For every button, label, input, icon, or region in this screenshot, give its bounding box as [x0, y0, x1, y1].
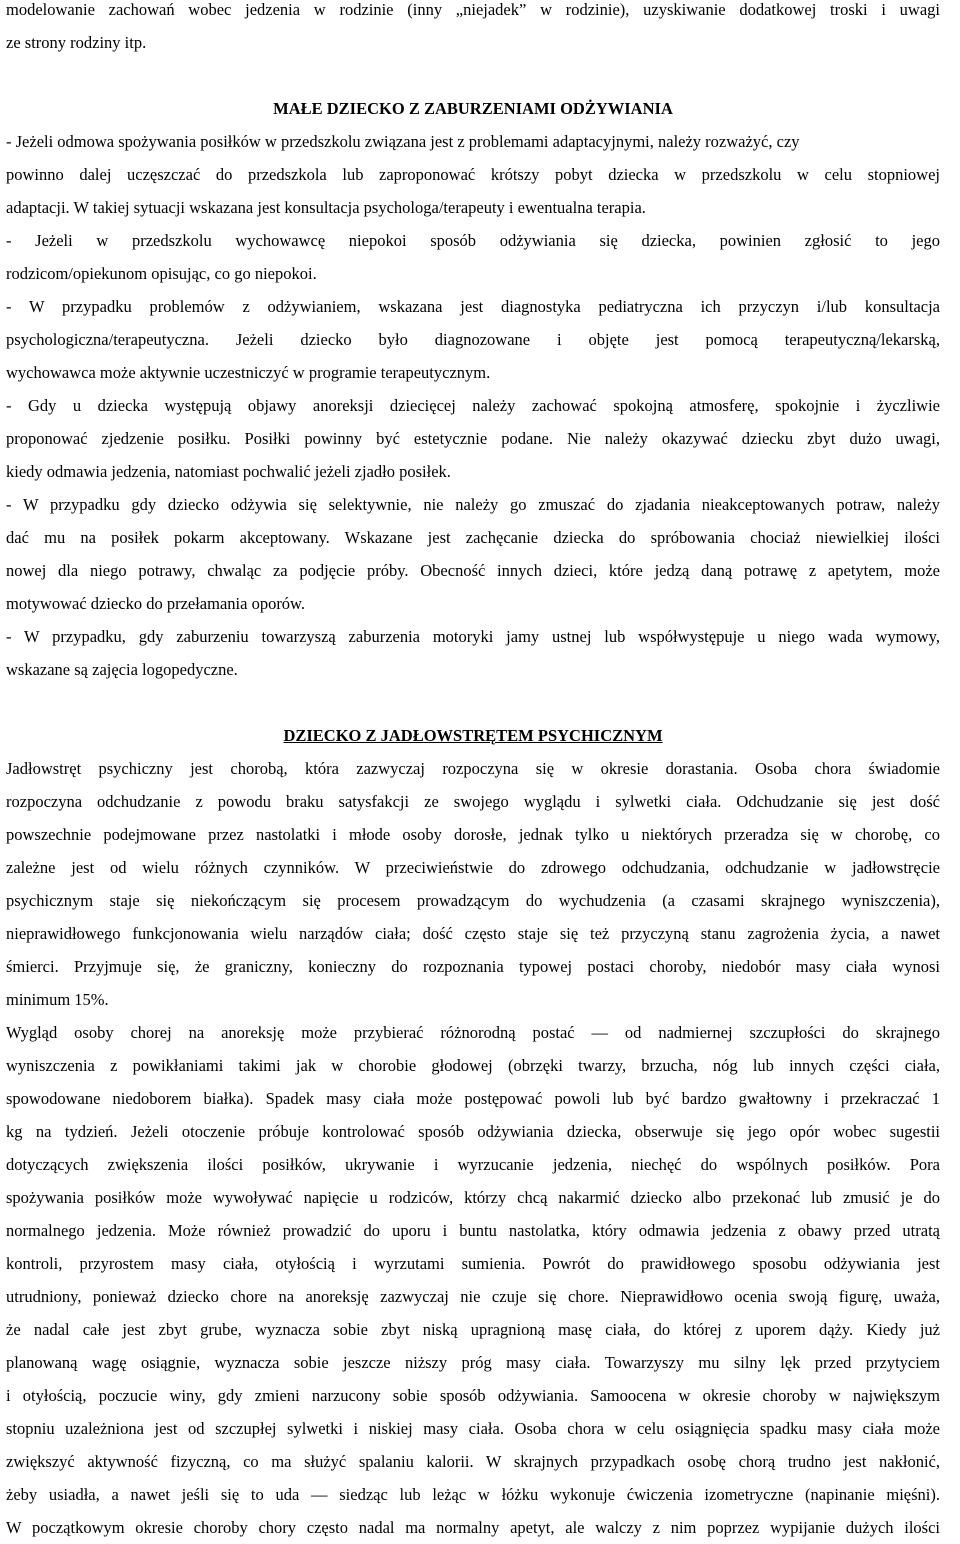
- text-line: modelowanie zachowań wobec jedzenia w rodzinie (inny „niejadek” w rodzinie), uzyskiwanie dodatkowej troski i uwagi: [6, 0, 940, 19]
- text-line: - Jeżeli w przedszkolu wychowawcę niepokoi sposób odżywiania się dziecka, powinien zgłosić to jego: [6, 231, 940, 250]
- text-line: motywować dziecko do przełamania oporów.: [6, 594, 306, 613]
- text-line: wyniszczenia z powikłaniami takimi jak w chorobie głodowej (obrzęki twarzy, brzucha, nóg lub innych części ciała,: [6, 1056, 940, 1075]
- section-body-anorexia: [6, 752, 940, 1544]
- text-line: żeby usiadła, a nawet jeśli się to uda — siedząc lub leżąc w łóżku wykonuje ćwiczenia izometryczne (napinanie mięśni).: [6, 1485, 940, 1504]
- text-line: kg na tydzień. Jeżeli otoczenie próbuje kontrolować sposób odżywiania dziecka, obserwuje się jego opór wobec sugestii: [6, 1122, 940, 1141]
- text-line: proponować zjedzenie posiłku. Posiłki powinny być estetycznie podane. Nie należy okazywać dziecku zbyt dużo uwagi,: [6, 429, 940, 448]
- text-line: psychologiczna/terapeutyczna. Jeżeli dziecko było diagnozowane i objęte jest pomocą terapeutyczną/lekarską,: [6, 330, 940, 349]
- text-line: nowej dla niego potrawy, chwaląc za podjęcie próby. Obecność innych dzieci, które jedzą daną potrawę z apetytem, może: [6, 561, 940, 580]
- text-line: - Jeżeli odmowa spożywania posiłków w przedszkolu związana jest z problemami adaptacyjnymi, należy rozważyć, czy: [6, 132, 800, 151]
- text-line: wskazane są zajęcia logopedyczne.: [6, 660, 238, 679]
- text-line: nieprawidłowego funkcjonowania wielu narządów ciała; dość często staje się też przyczyną stanu zagrożenia życia, a nawet: [6, 924, 940, 943]
- text-line: dać mu na posiłek pokarm akceptowany. Wskazane jest zachęcanie dziecka do spróbowania chociaż niewielkiej ilości: [6, 528, 940, 547]
- section-heading-small-child: MAŁE DZIECKO Z ZABURZENIAMI ODŻYWIANIA: [273, 99, 673, 118]
- spacer: [6, 686, 940, 719]
- text-line: i otyłością, poczucie winy, gdy zmieni narzucony sobie sposób odżywiania. Samoocena w okresie choroby w największym: [6, 1386, 940, 1405]
- text-line: że nadal całe jest zbyt grube, wyznacza sobie zbyt niską upragnioną masę ciała, do której z uporem dąży. Kiedy już: [6, 1320, 940, 1339]
- text-line: kontroli, przyrostem masy ciała, otyłością i wyrzutami sumienia. Powrót do prawidłowego sposobu odżywiania jest: [6, 1254, 940, 1273]
- text-line: planowaną wagę osiągnie, wyznacza sobie jeszcze niższy próg masy ciała. Towarzyszy mu silny lęk przed przytyciem: [6, 1353, 940, 1372]
- text-line: normalnego jedzenia. Może również prowadzić do uporu i buntu nastolatka, który odmawia jedzenia z obawy przed utratą: [6, 1221, 940, 1240]
- text-line: W początkowym okresie choroby chory często nadal ma normalny apetyt, ale walczy z nim poprzez wypijanie dużych ilości: [6, 1518, 940, 1537]
- text-line: - W przypadku, gdy zaburzeniu towarzyszą zaburzenia motoryki jamy ustnej lub współwystępuje u niego wada wymowy,: [6, 627, 940, 646]
- section-heading-anorexia: DZIECKO Z JADŁOWSTRĘTEM PSYCHICZNYM: [283, 726, 663, 745]
- text-line: ze strony rodziny itp.: [6, 33, 147, 52]
- text-line: adaptacji. W takiej sytuacji wskazana jest konsultacja psychologa/terapeuty i ewentualna terapia.: [6, 198, 646, 217]
- text-line: dotyczących zwiększenia ilości posiłków, ukrywanie i wyrzucanie jedzenia, niechęć do wspólnych posiłków. Pora: [6, 1155, 940, 1174]
- section-continuation: [6, 0, 940, 59]
- text-line: stopniu uzależniona jest od szczupłej sylwetki i niskiej masy ciała. Osoba chora w celu osiągnięcia spadku masy ciała może: [6, 1419, 940, 1438]
- text-line: - W przypadku problemów z odżywianiem, wskazana jest diagnostyka pediatryczna ich przyczyn i/lub konsultacja: [6, 297, 940, 316]
- text-line: Jadłowstręt psychiczny jest chorobą, która zazwyczaj rozpoczyna się w okresie dorastania. Osoba chora świadomie: [6, 759, 940, 778]
- text-line: kiedy odmawia jedzenia, natomiast pochwalić jeżeli zjadło posiłek.: [6, 462, 451, 481]
- document-page: [6, 0, 940, 1544]
- text-line: utrudniony, ponieważ dziecko chore na anoreksję zazwyczaj nie czuje się chore. Nieprawidłowo ocenia swoją figurę, uważa,: [6, 1287, 940, 1306]
- text-line: zwiększyć aktywność fizyczną, co ma służyć spalaniu kalorii. W skrajnych przypadkach osobę chorą trudno jest nakłonić,: [6, 1452, 940, 1471]
- text-line: psychicznym staje się niekończącym się procesem prowadzącym do wychudzenia (a czasami skrajnego wyniszczenia),: [6, 891, 940, 910]
- text-line: wychowawca może aktywnie uczestniczyć w programie terapeutycznym.: [6, 363, 491, 382]
- text-line: minimum 15%.: [6, 990, 109, 1009]
- text-line: śmierci. Przyjmuje się, że graniczny, konieczny do rozpoznania typowej postaci choroby, niedobór masy ciała wynosi: [6, 957, 940, 976]
- spacer: [6, 59, 940, 92]
- text-line: - W przypadku gdy dziecko odżywia się selektywnie, nie należy go zmuszać do zjadania nieakceptowanych potraw, należy: [6, 495, 940, 514]
- text-line: spowodowane niedoborem białka). Spadek masy ciała może postępować powoli lub być bardzo gwałtowny i przekraczać 1: [6, 1089, 940, 1108]
- text-line: spożywania posiłków może wywoływać napięcie u rodziców, którzy chcą nakarmić dziecko albo przekonać lub zmusić je do: [6, 1188, 940, 1207]
- text-line: - Gdy u dziecka występują objawy anoreksji dziecięcej należy zachować spokojną atmosferę, spokojnie i życzliwie: [6, 396, 940, 415]
- section-body-small-child: [6, 125, 940, 686]
- text-line: rozpoczyna odchudzanie z powodu braku satysfakcji ze swojego wyglądu i sylwetki ciała. Odchudzanie się jest dość: [6, 792, 940, 811]
- text-line: zależne jest od wielu różnych czynników. W przeciwieństwie do zdrowego odchudzania, odchudzanie w jadłowstręcie: [6, 858, 940, 877]
- text-line: rodzicom/opiekunom opisując, co go niepokoi.: [6, 264, 317, 283]
- text-line: Wygląd osoby chorej na anoreksję może przybierać różnorodną postać — od nadmiernej szczupłości do skrajnego: [6, 1023, 940, 1042]
- text-line: powszechnie podejmowane przez nastolatki i młode osoby dorosłe, jednak tylko u niektórych przeradza się w chorobę, co: [6, 825, 940, 844]
- text-line: powinno dalej uczęszczać do przedszkola lub zaproponować krótszy pobyt dziecka w przedszkolu w celu stopniowej: [6, 165, 940, 184]
